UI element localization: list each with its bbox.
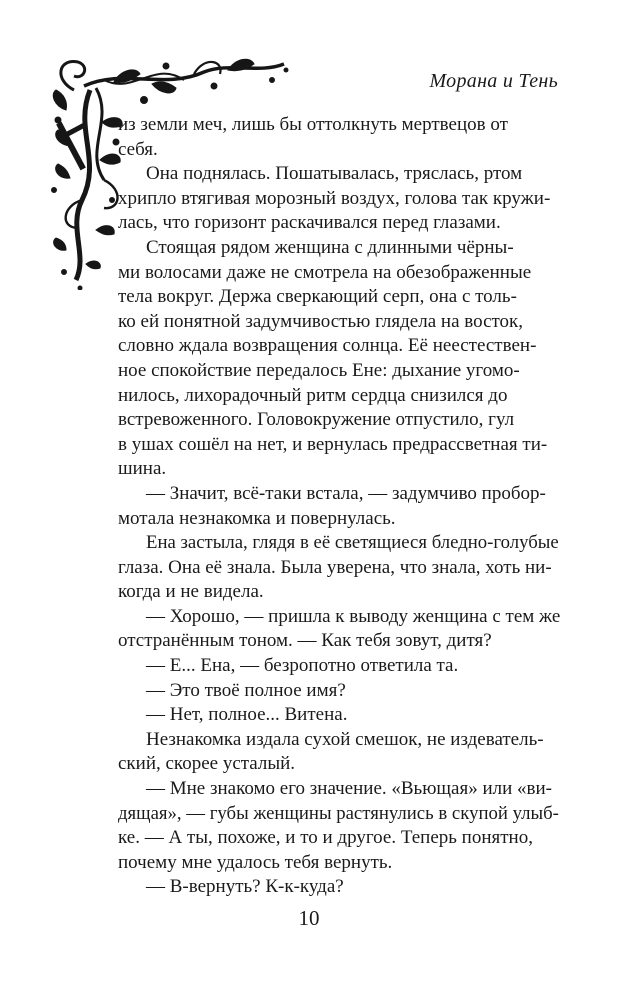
text-line: ке. — А ты, похоже, и то и другое. Теперь понятно,: [118, 827, 533, 849]
text-line: глаза. Она её знала. Была уверена, что знала, хоть ни-: [118, 556, 552, 578]
text-line: в ушах сошёл на нет, и вернулась предрассветная ти-: [118, 433, 548, 455]
text-line: ский, скорее усталый.: [118, 753, 296, 775]
text-line: — Нет, полное... Витена.: [146, 704, 348, 726]
text-line: Незнакомка издала сухой смешок, не издеватель-: [146, 728, 544, 750]
text-line: нилось, лихорадочный ритм сердца снизился до: [118, 384, 508, 406]
text-line: когда и не видела.: [118, 581, 264, 603]
text-line: словно ждала возвращения солнца. Её неестествен-: [118, 335, 537, 357]
page-body-text: [118, 113, 562, 900]
text-line: ное спокойствие передалось Ене: дыхание угомо-: [118, 359, 520, 381]
text-line: — Значит, всё-таки встала, — задумчиво пробор-: [146, 482, 546, 504]
text-line: встревоженного. Головокружение отпустило, гул: [118, 409, 515, 431]
text-line: — В-вернуть? К-к-куда?: [146, 876, 344, 898]
text-line: дящая», — губы женщины растянулись в скупой улыб-: [118, 802, 559, 824]
text-line: ко ей понятной задумчивостью глядела на восток,: [118, 310, 524, 332]
text-line: отстранённым тоном. — Как тебя зовут, дитя?: [118, 630, 492, 652]
text-line: — Е... Ена, — безропотно ответила та.: [146, 655, 459, 677]
text-line: из земли меч, лишь бы оттолкнуть мертвецов от: [118, 114, 508, 135]
text-line: почему мне удалось тебя вернуть.: [118, 851, 393, 873]
running-head-title: Морана и Тень: [429, 70, 558, 92]
text-line: себя.: [118, 138, 158, 160]
text-line: — Это твоё полное имя?: [146, 679, 346, 701]
page-number: 10: [298, 906, 320, 930]
text-line: ми волосами даже не смотрела на обезображенные: [118, 261, 532, 283]
text-line: Ена застыла, глядя в её светящиеся бледно-голубые: [146, 532, 559, 554]
text-line: Она поднялась. Пошатывалась, тряслась, ртом: [146, 163, 523, 185]
text-line: Стоящая рядом женщина с длинными чёрны-: [146, 236, 514, 258]
text-line: хрипло втягивая морозный воздух, голова так кружи-: [118, 187, 551, 209]
text-line: — Мне знакомо его значение. «Вьющая» или «ви-: [146, 778, 553, 800]
text-line: — Хорошо, — пришла к выводу женщина с тем же: [146, 605, 561, 627]
text-line: шина.: [118, 458, 167, 480]
text-line: мотала незнакомка и повернулась.: [118, 507, 396, 529]
text-line: лась, что горизонт раскачивался перед глазами.: [118, 212, 501, 234]
text-line: тела вокруг. Держа сверкающий серп, она с толь-: [118, 286, 517, 308]
